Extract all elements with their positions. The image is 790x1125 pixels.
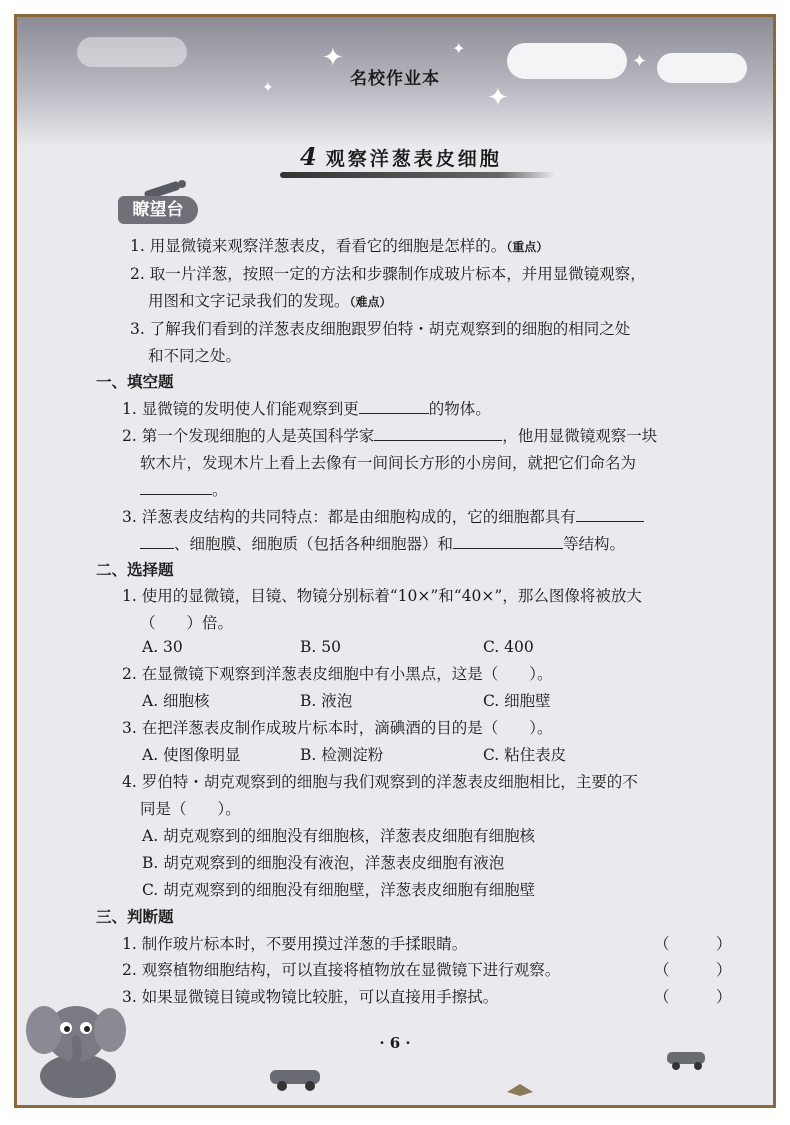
fill-blank-question-cont: 、细胞膜、细胞质（包括各种细胞器）和 等结构。 xyxy=(140,532,625,554)
lookout-badge: 瞭望台 xyxy=(118,196,198,224)
choice-question: 3. 在把洋葱表皮制作成玻片标本时，滴碘酒的目的是（ ）。 xyxy=(122,719,553,737)
answer-blank[interactable] xyxy=(453,534,563,549)
choice-option[interactable]: A. 细胞核 xyxy=(142,692,210,710)
fill-blank-question: 1. 显微镜的发明使人们能观察到更 的物体。 xyxy=(122,400,491,418)
answer-paren[interactable]: （ ） xyxy=(654,988,732,1006)
toy-car-icon xyxy=(266,1062,326,1092)
star-icon: ✦ xyxy=(487,83,509,113)
lookout-item: 2. 取一片洋葱，按照一定的方法和步骤制作成玻片标本，并用显微镜观察， xyxy=(130,265,646,283)
choice-option[interactable]: B. 检测淀粉 xyxy=(300,746,384,764)
answer-blank[interactable] xyxy=(576,507,644,522)
key-point-tag: （重点） xyxy=(506,240,549,254)
lesson-number: 4 xyxy=(300,142,320,171)
book-title: 名校作业本 xyxy=(350,69,440,89)
choice-option[interactable]: C. 胡克观察到的细胞没有细胞壁，洋葱表皮细胞有细胞壁 xyxy=(142,881,536,899)
choice-question: 4. 罗伯特・胡克观察到的细胞与我们观察到的洋葱表皮细胞相比，主要的不 xyxy=(122,773,638,791)
fill-blank-question-cont: 软木片，发现木片上看上去像有一间间长方形的小房间，就把它们命名为 xyxy=(140,454,637,472)
section-heading-multiple-choice: 二、选择题 xyxy=(96,561,174,579)
choice-option[interactable]: B. 液泡 xyxy=(300,692,353,710)
answer-blank[interactable] xyxy=(359,399,429,414)
star-icon: ✦ xyxy=(632,51,648,72)
answer-blank[interactable] xyxy=(140,480,212,495)
choice-option[interactable]: A. 胡克观察到的细胞没有细胞核，洋葱表皮细胞有细胞核 xyxy=(142,827,536,845)
star-icon: ✦ xyxy=(262,80,274,96)
fill-blank-question-cont: 。 xyxy=(140,478,228,500)
lookout-item-cont: 和不同之处。 xyxy=(148,347,242,365)
page-number: · 6 · xyxy=(379,1034,411,1052)
lookout-item: 3. 了解我们看到的洋葱表皮细胞跟罗伯特・胡克观察到的细胞的相同之处 xyxy=(130,320,631,338)
star-icon: ✦ xyxy=(322,43,344,73)
fill-blank-question: 2. 第一个发现细胞的人是英国科学家 ，他用显微镜观察一块 xyxy=(122,427,658,445)
book-icon xyxy=(505,1080,535,1098)
section-heading-true-false: 三、判断题 xyxy=(96,908,174,926)
answer-paren[interactable]: （ ） xyxy=(654,935,732,953)
judge-question: 2. 观察植物细胞结构，可以直接将植物放在显微镜下进行观察。 xyxy=(122,961,561,979)
elephant-mascot-icon xyxy=(18,990,138,1102)
judge-question: 3. 如果显微镜目镜或物镜比较脏，可以直接用手擦拭。 xyxy=(122,988,499,1006)
choice-option[interactable]: B. 胡克观察到的细胞没有液泡，洋葱表皮细胞有液泡 xyxy=(142,854,505,872)
answer-blank[interactable] xyxy=(140,534,174,549)
choice-option[interactable]: B. 50 xyxy=(300,638,341,656)
choice-option[interactable]: C. 400 xyxy=(483,638,534,656)
section-heading-fill-blank: 一、填空题 xyxy=(96,373,174,391)
lesson-title xyxy=(300,142,540,174)
star-icon: ✦ xyxy=(452,39,466,58)
choice-option[interactable]: C. 粘住表皮 xyxy=(483,746,567,764)
lookout-item-cont: 用图和文字记录我们的发现。（难点） xyxy=(148,292,392,310)
answer-paren[interactable]: （ ） xyxy=(654,961,732,979)
judge-question: 1. 制作玻片标本时，不要用摸过洋葱的手揉眼睛。 xyxy=(122,935,468,953)
lesson-title-text: 观察洋葱表皮细胞 xyxy=(325,148,502,170)
toy-car-icon xyxy=(664,1046,710,1072)
choice-question: 1. 使用的显微镜，目镜、物镜分别标着“10×”和“40×”，那么图像将被放大 xyxy=(122,587,642,605)
choice-option[interactable]: A. 30 xyxy=(142,638,183,656)
choice-question: 2. 在显微镜下观察到洋葱表皮细胞中有小黑点，这是（ ）。 xyxy=(122,665,553,683)
lookout-item: 1. 用显微镜来观察洋葱表皮，看看它的细胞是怎样的。（重点） xyxy=(130,237,549,255)
choice-option[interactable]: C. 细胞壁 xyxy=(483,692,551,710)
answer-blank[interactable] xyxy=(374,426,502,441)
fill-blank-question: 3. 洋葱表皮结构的共同特点：都是由细胞构成的，它的细胞都具有 xyxy=(122,505,644,527)
choice-question-cont: 同是（ ）。 xyxy=(140,800,241,818)
difficulty-tag: （难点） xyxy=(349,295,392,309)
choice-question-cont: （ ）倍。 xyxy=(140,614,234,632)
lesson-underline xyxy=(280,172,555,178)
choice-option[interactable]: A. 使图像明显 xyxy=(142,746,241,764)
